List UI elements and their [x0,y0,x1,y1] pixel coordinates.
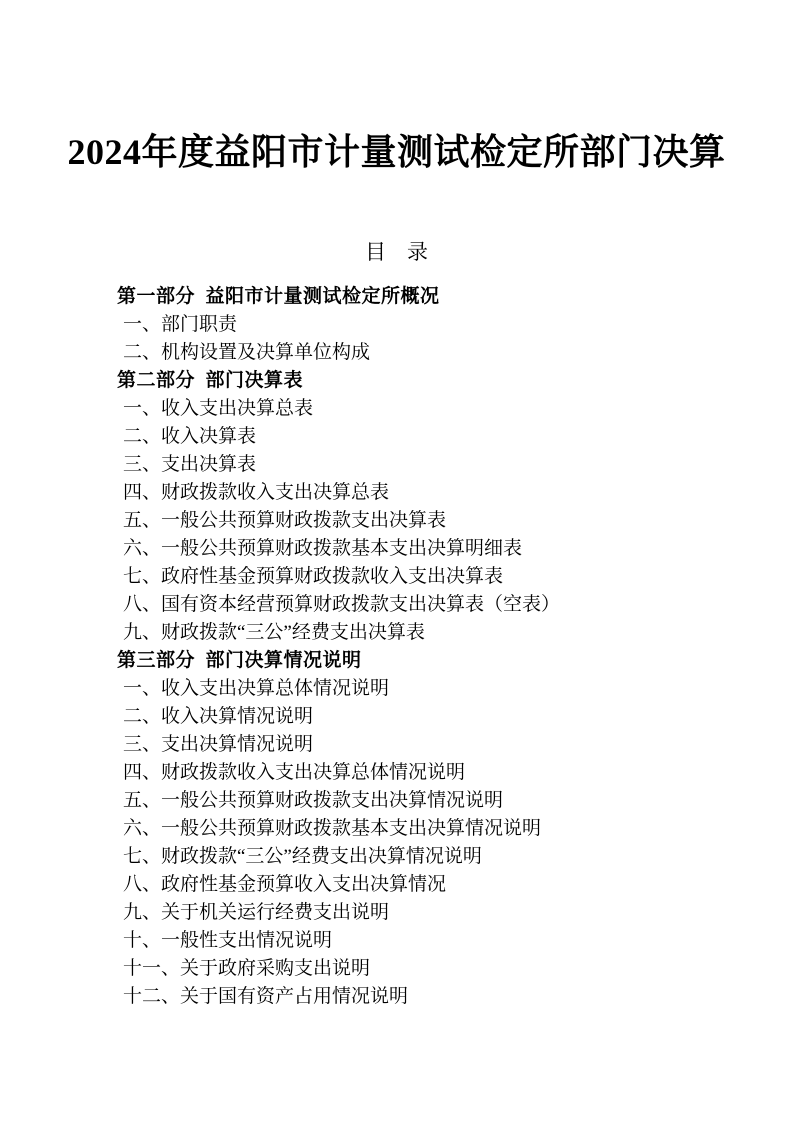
toc-item: 一、收入支出决算总体情况说明 [123,678,390,699]
toc-section-1-heading: 第一部分 益阳市计量测试检定所概况 [117,286,440,307]
toc-item: 八、政府性基金预算收入支出决算情况 [123,874,447,895]
toc-item: 三、支出决算表 [123,454,257,475]
table-of-contents [117,283,743,1011]
toc-item: 四、财政拨款收入支出决算总表 [123,482,390,503]
toc-heading: 目 录 [365,240,428,264]
toc-item: 十、一般性支出情况说明 [123,930,333,951]
toc-item: 九、财政拨款“三公”经费支出决算表 [123,622,425,643]
toc-item: 四、财政拨款收入支出决算总体情况说明 [123,762,466,783]
toc-item: 七、政府性基金预算财政拨款收入支出决算表 [123,566,504,587]
toc-item: 六、一般公共预算财政拨款基本支出决算情况说明 [123,818,542,839]
toc-item: 三、支出决算情况说明 [123,734,314,755]
toc-item: 六、一般公共预算财政拨款基本支出决算明细表 [123,538,523,559]
toc-section-2-heading: 第二部分 部门决算表 [117,370,304,391]
toc-item: 八、国有资本经营预算财政拨款支出决算表（空表） [123,594,561,615]
toc-item: 二、收入决算表 [123,426,257,447]
toc-item: 九、关于机关运行经费支出说明 [123,902,390,923]
toc-item: 五、一般公共预算财政拨款支出决算情况说明 [123,790,504,811]
document-title: 2024年度益阳市计量测试检定所部门决算 [67,132,726,172]
toc-item: 一、部门职责 [123,314,238,335]
toc-item: 二、收入决算情况说明 [123,706,314,727]
toc-item: 十二、关于国有资产占用情况说明 [123,986,409,1007]
toc-item: 五、一般公共预算财政拨款支出决算表 [123,510,447,531]
toc-item: 二、机构设置及决算单位构成 [123,342,371,363]
toc-item: 十一、关于政府采购支出说明 [123,958,371,979]
toc-item: 一、收入支出决算总表 [123,398,314,419]
toc-item: 七、财政拨款“三公”经费支出决算情况说明 [123,846,482,867]
toc-section-3-heading: 第三部分 部门决算情况说明 [117,650,362,671]
